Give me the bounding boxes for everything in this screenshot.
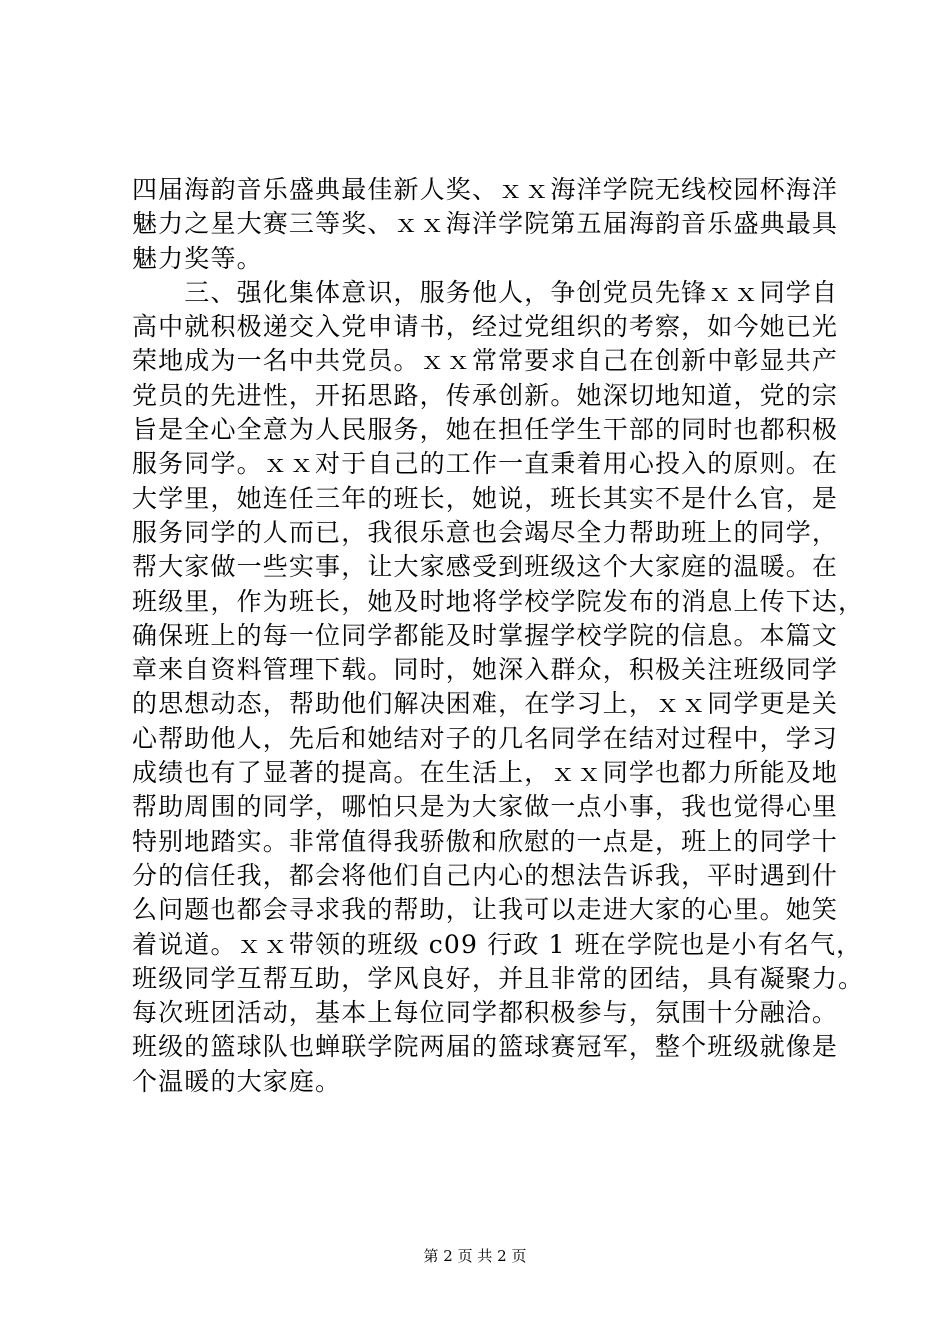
- text-line: 四届海韵音乐盛典最佳新人奖、ｘｘ海洋学院无线校园杯海洋: [132, 175, 839, 204]
- text-line: 个温暖的大家庭。: [132, 1066, 342, 1096]
- text-line: 荣地成为一名中共党员。ｘｘ常常要求自己在创新中彰显共产: [132, 346, 839, 376]
- text-line: 的思想动态，帮助他们解决困难，在学习上，ｘｘ同学更是关: [132, 689, 839, 719]
- text-line: 魅力奖等。: [132, 243, 263, 273]
- text-line: 班级的篮球队也蝉联学院两届的篮球赛冠军，整个班级就像是: [132, 1032, 839, 1062]
- document-body: [132, 173, 865, 1099]
- text-line: 三、强化集体意识，服务他人，争创党员先锋ｘｘ同学自: [132, 277, 839, 307]
- text-line: 班级同学互帮互助，学风良好，并且非常的团结，具有凝聚力。: [132, 963, 865, 993]
- text-line: 服务同学的人而已，我很乐意也会竭尽全力帮助班上的同学，: [132, 517, 839, 547]
- text-line: 大学里，她连任三年的班长，她说，班长其实不是什么官，是: [132, 483, 839, 513]
- text-line: 党员的先进性，开拓思路，传承创新。她深切地知道，党的宗: [132, 380, 839, 410]
- text-line: 高中就积极递交入党申请书，经过党组织的考察，如今她已光: [132, 312, 839, 342]
- text-line: 特别地踏实。非常值得我骄傲和欣慰的一点是，班上的同学十: [132, 826, 839, 856]
- text-line: 帮助周围的同学，哪怕只是为大家做一点小事，我也觉得心里: [132, 792, 839, 822]
- text-line: 心帮助他人，先后和她结对子的几名同学在结对过程中，学习: [132, 723, 839, 753]
- text-line: 确保班上的每一位同学都能及时掌握学校学院的信息。本篇文: [132, 620, 839, 650]
- text-line: 么问题也都会寻求我的帮助，让我可以走进大家的心里。她笑: [132, 895, 839, 925]
- page-number-footer: 第 2 页 共 2 页: [423, 1247, 527, 1265]
- text-line: 帮大家做一些实事，让大家感受到班级这个大家庭的温暖。在: [132, 552, 839, 582]
- text-line: 旨是全心全意为人民服务，她在担任学生干部的同时也都积极: [132, 415, 839, 445]
- text-line: 着说道。ｘｘ带领的班级 c09 行政 1 班在学院也是小有名气，: [132, 929, 863, 959]
- text-line: 章来自资料管理下载。同时，她深入群众，积极关注班级同学: [132, 655, 839, 685]
- text-line: 每次班团活动，基本上每位同学都积极参与，氛围十分融洽。: [132, 998, 839, 1028]
- text-line: 成绩也有了显著的提高。在生活上，ｘｘ同学也都力所能及地: [132, 758, 839, 788]
- text-line: 服务同学。ｘｘ对于自己的工作一直秉着用心投入的原则。在: [132, 449, 839, 479]
- text-line: 班级里，作为班长，她及时地将学校学院发布的消息上传下达，: [132, 586, 865, 616]
- text-line: 魅力之星大赛三等奖、ｘｘ海洋学院第五届海韵音乐盛典最具: [132, 209, 839, 239]
- text-line: 分的信任我，都会将他们自己内心的想法告诉我，平时遇到什: [132, 860, 839, 890]
